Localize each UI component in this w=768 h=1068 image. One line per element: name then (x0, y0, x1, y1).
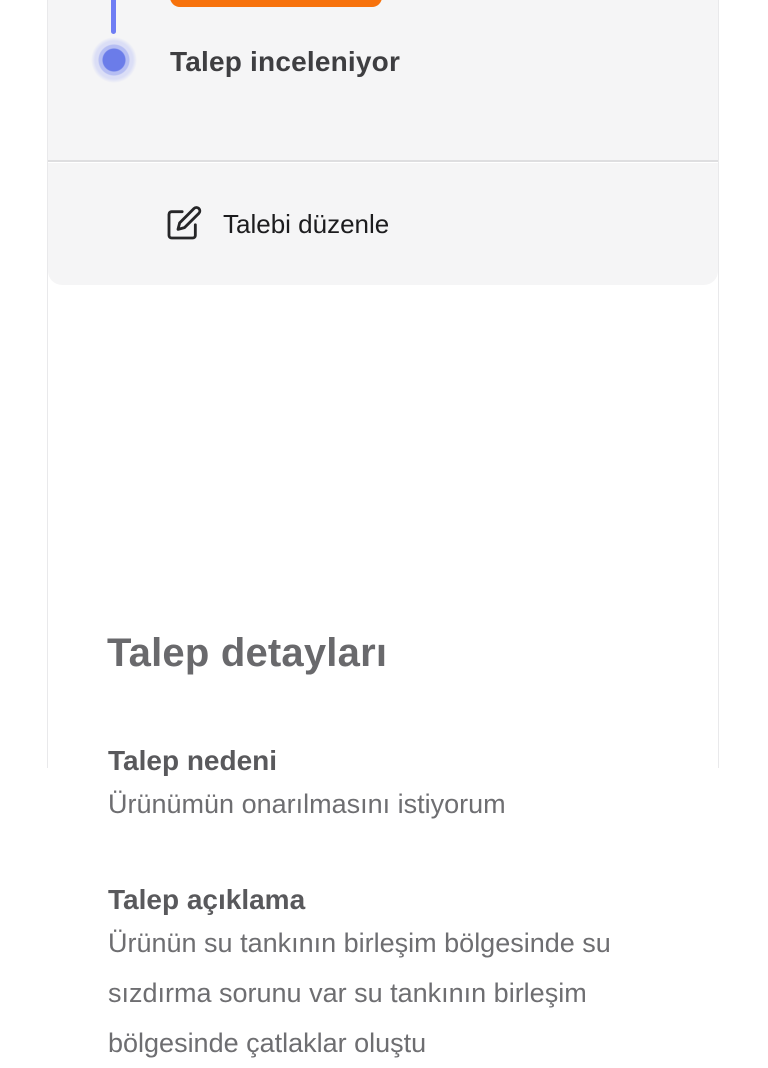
description-line: Ürünün su tankının birleşim bölgesinde su (108, 928, 611, 958)
edit-pencil-square-icon (163, 204, 203, 244)
reason-value: Ürünümün onarılmasını istiyorum (108, 789, 506, 819)
edit-request-button[interactable] (48, 163, 718, 285)
description-value (108, 918, 683, 1068)
timeline-card (48, 0, 718, 160)
reason-label: Talep nedeni (108, 745, 278, 776)
primary-action-button[interactable] (170, 0, 382, 7)
description-label: Talep açıklama (108, 884, 306, 915)
description-line: sızdırma sorunu var su tankının birleşim (108, 978, 587, 1008)
request-details-section (48, 285, 718, 1058)
mobile-viewport (47, 0, 719, 1058)
timeline-connector (111, 0, 116, 34)
page-title: Talep detayları (107, 631, 388, 675)
timeline-status-dot (91, 37, 137, 83)
edit-request-label: Talebi düzenle (223, 208, 390, 239)
description-line: bölgesinde çatlaklar oluştu (108, 1028, 427, 1058)
section-divider (48, 160, 718, 162)
timeline-status-label: Talep inceleniyor (170, 46, 401, 77)
